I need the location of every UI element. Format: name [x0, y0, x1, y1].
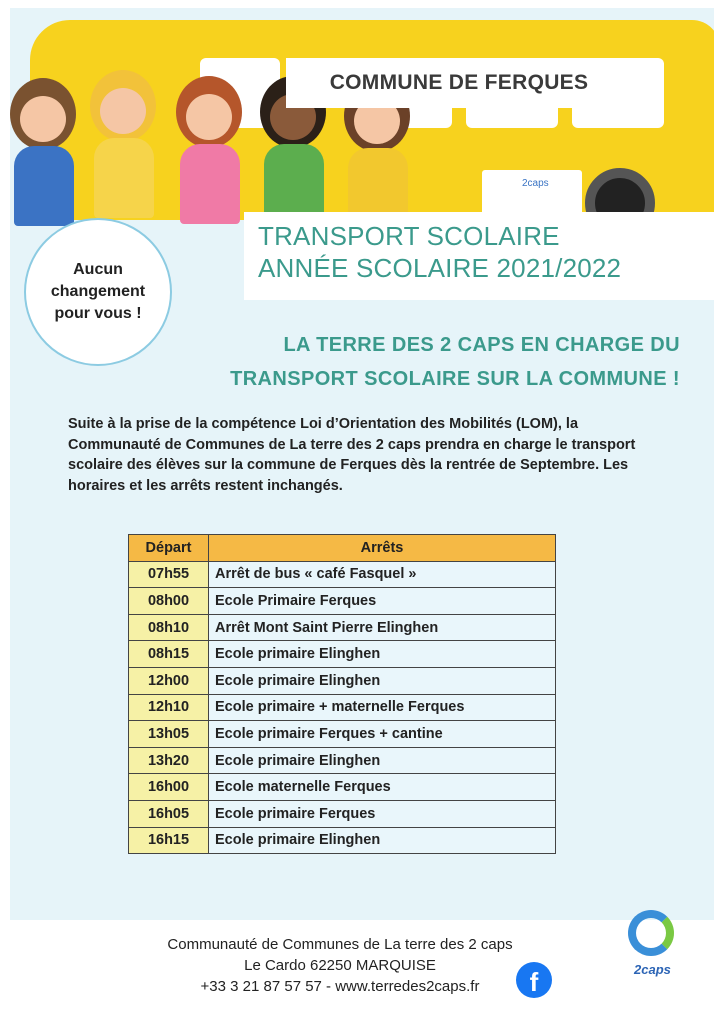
title-school-year: ANNÉE SCOLAIRE 2021/2022	[258, 253, 622, 283]
child-body	[94, 138, 154, 218]
table-row	[129, 694, 556, 721]
departure-time: 13h05	[129, 721, 209, 748]
headline-line: TRANSPORT SCOLAIRE SUR LA COMMUNE !	[230, 368, 680, 390]
headline-line: LA TERRE DES 2 CAPS EN CHARGE DU	[283, 334, 680, 356]
table-row	[129, 721, 556, 748]
title-box	[244, 212, 714, 300]
commune-name: COMMUNE DE FERQUES	[329, 71, 589, 94]
column-header-arrets: Arrêts	[209, 535, 556, 562]
bus-decal	[482, 170, 582, 218]
badge-line: Aucun	[73, 261, 123, 278]
badge-line: changement	[50, 283, 146, 300]
table-row	[129, 614, 556, 641]
facebook-icon[interactable]: f	[516, 962, 552, 998]
stop-name: Ecole primaire Elinghen	[209, 641, 556, 668]
departure-time: 08h15	[129, 641, 209, 668]
headline	[140, 328, 680, 396]
table-row	[129, 827, 556, 854]
departure-time: 16h00	[129, 774, 209, 801]
departure-time: 16h05	[129, 800, 209, 827]
footer-phone-website[interactable]: +33 3 21 87 57 57 - www.terredes2caps.fr	[200, 978, 480, 995]
table-row	[129, 588, 556, 615]
title-transport: TRANSPORT SCOLAIRE	[258, 221, 560, 251]
table-row	[129, 774, 556, 801]
column-header-depart: Départ	[129, 535, 209, 562]
intro-paragraph: Suite à la prise de la compétence Loi d’Orientation des Mobilités (LOM), la Communauté de Communes de La terre des 2 caps prendra en charge le transport scolaire des élèves sur la commune de Ferques dès la rentrée de Septembre. Les horaires et les arrêts restent inchangés.	[68, 416, 636, 494]
departure-time: 08h10	[129, 614, 209, 641]
footer-contact	[120, 934, 560, 997]
table-row	[129, 667, 556, 694]
bus-decal-label: 2caps	[522, 178, 549, 189]
table-row	[129, 800, 556, 827]
logo-text: 2caps	[634, 962, 671, 977]
logo-mark-icon	[628, 910, 674, 956]
child-face	[186, 94, 232, 140]
stop-name: Ecole primaire Elinghen	[209, 747, 556, 774]
stop-name: Ecole primaire + maternelle Ferques	[209, 694, 556, 721]
badge-line: pour vous !	[54, 305, 142, 322]
stop-name: Ecole primaire Ferques + cantine	[209, 721, 556, 748]
table-header-row	[129, 535, 556, 562]
footer-organization: Communauté de Communes de La terre des 2 caps	[167, 936, 513, 953]
child-face	[20, 96, 66, 142]
stop-name: Ecole maternelle Ferques	[209, 774, 556, 801]
stop-name: Arrêt Mont Saint Pierre Elinghen	[209, 614, 556, 641]
departure-time: 13h20	[129, 747, 209, 774]
child-body	[180, 144, 240, 224]
stop-name: Arrêt de bus « café Fasquel »	[209, 561, 556, 588]
stop-name: Ecole primaire Elinghen	[209, 667, 556, 694]
child-face	[100, 88, 146, 134]
departure-time: 16h15	[129, 827, 209, 854]
stop-name: Ecole primaire Ferques	[209, 800, 556, 827]
departure-time: 07h55	[129, 561, 209, 588]
terre-des-2-caps-logo	[624, 906, 694, 992]
table-row	[129, 747, 556, 774]
child-body	[14, 146, 74, 226]
departure-time: 08h00	[129, 588, 209, 615]
stop-name: Ecole primaire Elinghen	[209, 827, 556, 854]
departure-time: 12h10	[129, 694, 209, 721]
table-row	[129, 561, 556, 588]
commune-banner	[286, 58, 632, 108]
schedule-table	[128, 534, 556, 854]
footer-address: Le Cardo 62250 MARQUISE	[244, 957, 436, 974]
table-row	[129, 641, 556, 668]
departure-time: 12h00	[129, 667, 209, 694]
stop-name: Ecole Primaire Ferques	[209, 588, 556, 615]
